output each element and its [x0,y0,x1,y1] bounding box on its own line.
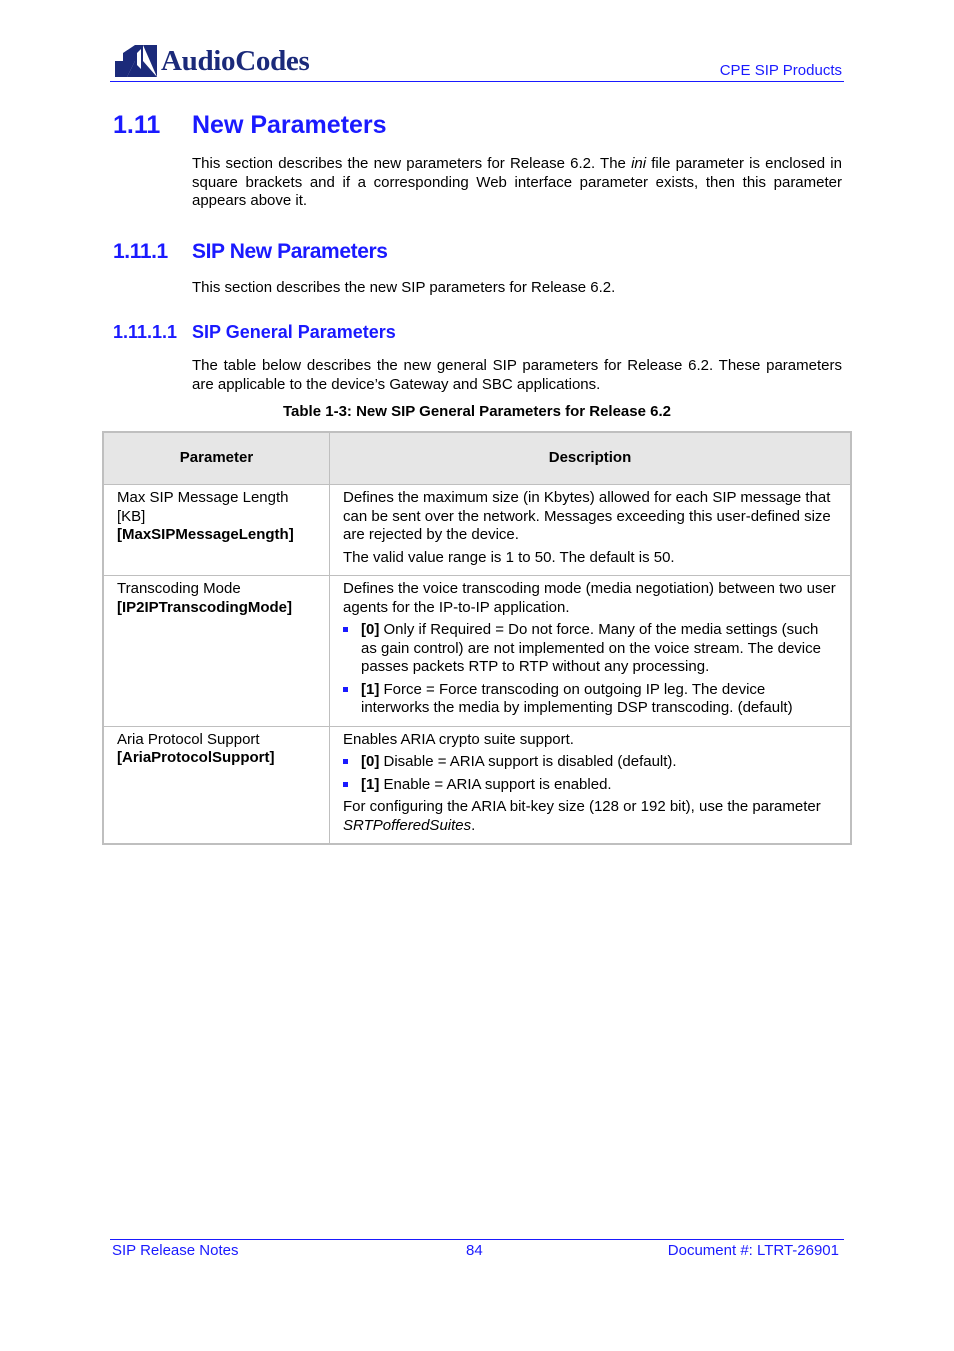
subsubsection-number: 1.11.1.1 [113,322,178,342]
subsubsection-heading [113,322,396,343]
subsection-title: SIP New Parameters [192,240,388,263]
footer-doc-title: SIP Release Notes [112,1242,239,1259]
option-text: Disable = ARIA support is disabled (default). [379,753,677,770]
table-caption: Table 1-3: New SIP General Parameters for Release 6.2 [283,403,671,420]
option-value: [0] [361,621,380,638]
table-row [103,576,851,727]
section-intro-part: This section describes the new parameters for Release 6.2. The [192,155,632,172]
subsubsection-intro: The table below describes the new general SIP parameters for Release 6.2. These parameters are applicable to the device’s Gateway and SBC applications. [192,357,842,393]
subsection-intro: This section describes the new SIP parameters for Release 6.2. [192,279,616,296]
list-item [343,681,837,718]
list-item [343,621,837,677]
audiocodes-logo-icon [113,43,158,79]
web-parameter-name: Transcoding Mode [117,580,241,597]
web-parameter-name: Aria Protocol Support [117,730,260,748]
section-number: 1.11 [113,111,161,139]
footer-rule [110,1239,844,1240]
option-value: [1] [361,680,380,698]
footer-doc-number: Document #: LTRT-26901 [667,1242,839,1259]
audiocodes-logo [113,42,310,80]
column-header-parameter: Parameter [103,432,330,485]
description-text-part: . [471,816,476,834]
list-item [343,753,837,772]
section-intro-part: file parameter is enclosed in square brackets and if a corresponding Web interface parameter exists, then this parameter appears above it. [192,155,842,209]
parameter-cell [103,726,330,844]
description-text: Defines the maximum size (in Kbytes) allowed for each SIP message that can be sent over the network. Messages exceeding this user-defined size are rejected by the device. [343,489,831,543]
parameters-table [102,431,852,845]
header-rule [110,81,844,82]
description-cell [330,485,852,576]
parameter-cell [103,576,330,727]
page-number: 84 [466,1242,483,1259]
section-intro [192,155,842,211]
table-header-row [103,432,851,485]
ini-parameter-name: [MaxSIPMessageLength] [117,526,294,543]
table-row [103,726,851,844]
column-header-description: Description [330,432,852,485]
referenced-parameter: SRTPofferedSuites [343,816,472,834]
section-title: New Parameters [192,111,387,139]
subsection-heading [113,240,388,264]
ini-parameter-name: [IP2IPTranscodingMode] [117,598,293,616]
list-item [343,776,837,795]
option-value: [1] [361,775,380,793]
description-text: Enables ARIA crypto suite support. [343,730,574,748]
description-text: The valid value range is 1 to 50. The default is 50. [343,548,675,566]
header-product: CPE SIP Products [719,62,842,79]
square-bullet-icon [343,687,348,692]
option-list [343,753,837,794]
subsection-number: 1.11.1 [113,240,168,263]
web-parameter-name: Max SIP Message Length [KB] [117,489,289,525]
ini-parameter-name: [AriaProtocolSupport] [117,749,275,766]
square-bullet-icon [343,782,348,787]
table-row [103,485,851,576]
option-text: Only if Required = Do not force. Many of the media settings (such as gain control) are not implemented on the voice stream. The device passes packets RTP to RTP without any processing. [361,621,821,675]
section-heading [113,111,387,140]
description-text: Defines the voice transcoding mode (media negotiation) between two user agents for the IP-to-IP application. [343,580,836,616]
square-bullet-icon [343,627,348,632]
option-value: [0] [361,753,380,770]
option-list [343,621,837,718]
subsubsection-title: SIP General Parameters [192,322,396,342]
description-text [343,798,837,835]
description-cell [330,726,852,844]
description-text-part: For configuring the ARIA bit-key size (128 or 192 bit), use the parameter [343,798,821,815]
logo-wordmark: AudioCodes [161,45,310,77]
parameter-cell [103,485,330,576]
option-text: Enable = ARIA support is enabled. [379,775,612,793]
ini-term: ini [631,155,647,172]
square-bullet-icon [343,759,348,764]
description-cell [330,576,852,727]
option-text: Force = Force transcoding on outgoing IP leg. The device interworks the media by implementing DSP transcoding. (default) [361,680,793,716]
